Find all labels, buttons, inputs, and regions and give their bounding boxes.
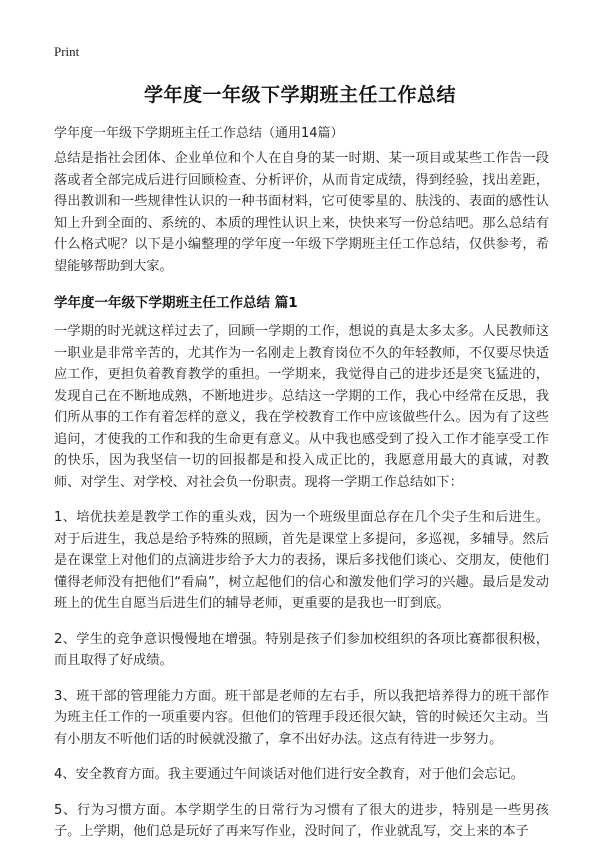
body-paragraph: 一学期的时光就这样过去了，回顾一学期的工作，想说的真是太多太多。人民教师这一职业是非常辛苦的，尤其作为一名刚走上教育岗位不久的年轻教师，不仅要尽快适应工作，更担负着教育教学的重担。一学期来，我觉得自己的进步还是突飞猛进的，发现自己在不断地成熟，不断地进步。总结这一学期的工作，我心中经常在反思，我们所从事的工作有着怎样的意义，我在学校教育工作中应该做些什么。因为有了这些追问，才使我的工作和我的生命更有意义。从中我也感受到了投入工作才能享受工作的快乐，因为我坚信一切的回报都是和投入成正比的，我愿意用最大的真诚，对教师、对学生、对学校、对社会负一份职责。现将一学期工作总结如下： (54, 324, 549, 490)
print-link[interactable]: Print (54, 44, 80, 59)
body-paragraph: 3、班干部的管理能力方面。班干部是老师的左右手，所以我把培养得力的班干部作为班主任工作的一项重要内容。但他们的管理手段还很欠缺，管的时候还欠主动。当有小朋友不听他们话的时候就没撤了，拿不出好办法。这点有待进一步努力。 (54, 688, 549, 747)
body-paragraph: 5、行为习惯方面。本学期学生的日常行为习惯有了很大的进步，特别是一些男孩子。上学期，他们总是玩好了再来写作业，没时间了，作业就乱写，交上来的本子 (54, 802, 549, 839)
document-body (54, 148, 549, 857)
section-heading: 学年度一年级下学期班主任工作总结 篇1 (54, 295, 298, 311)
document-subtitle: 学年度一年级下学期班主任工作总结（通用14篇） (54, 126, 344, 141)
body-paragraph: 2、学生的竞争意识慢慢地在增强。特别是孩子们参加校组织的各项比赛都很积极，而且取得了好成绩。 (54, 631, 549, 668)
body-paragraph: 1、培优扶差是教学工作的重头戏，因为一个班级里面总存在几个尖子生和后进生。对于后进生，我总是给予特殊的照顾，首先是课堂上多提问，多巡视，多辅导。然后是在课堂上对他们的点滴进步给予大力的表扬，课后多找他们谈心、交朋友，使他们懂得老师没有把他们“看扁”，树立起他们的信心和激发他们学习的兴趣。最后是发动班上的优生自愿当后进生们的辅导老师，更重要的是我也一盯到底。 (54, 510, 549, 611)
body-paragraph: 4、安全教育方面。我主要通过午间谈话对他们进行安全教育，对于他们会忘记。 (54, 767, 524, 782)
intro-paragraph: 总结是指社会团体、企业单位和个人在自身的某一时期、某一项目或某些工作告一段落或者全部完成后进行回顾检查、分析评价，从而肯定成绩，得到经验，找出差距，得出教训和一些规律性认识的一种书面材料，它可使零星的、肤浅的、表面的感性认知上升到全面的、系统的、本质的理性认识上来，快快来写一份总结吧。那么总结有什么格式呢？以下是小编整理的学年度一年级下学期班主任工作总结，仅供参考，希望能够帮助到大家。 (54, 151, 549, 274)
page-title: 学年度一年级下学期班主任工作总结 (143, 84, 456, 106)
